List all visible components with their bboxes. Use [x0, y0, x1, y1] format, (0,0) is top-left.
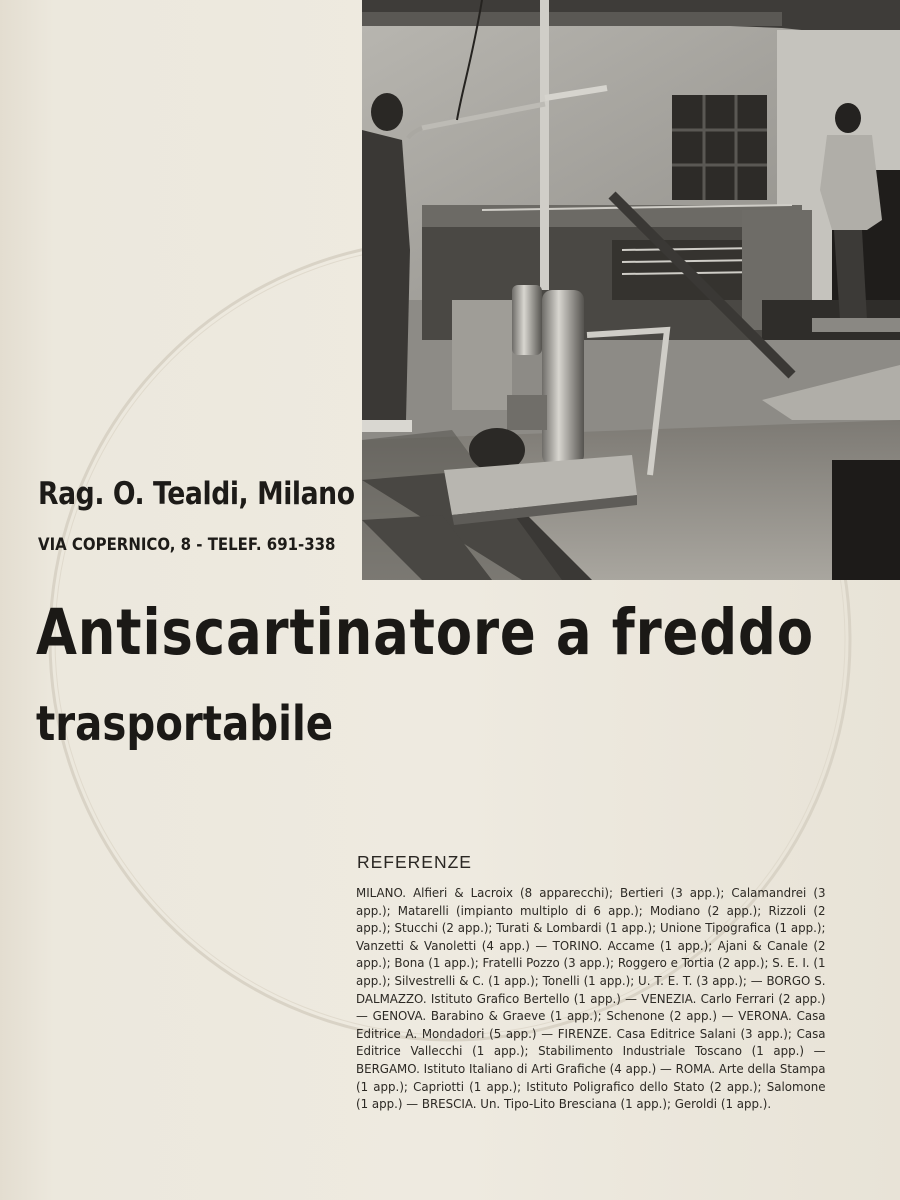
product-headline: Antiscartinatore a freddo — [36, 596, 814, 669]
product-subheadline: trasportabile — [36, 696, 334, 752]
company-name: Rag. O. Tealdi, Milano — [38, 476, 355, 512]
machine-photo — [362, 0, 900, 580]
company-address: VIA COPERNICO, 8 - TELEF. 691-338 — [38, 535, 336, 555]
references-text: MILANO. Alfieri & Lacroix (8 apparecchi); Bertieri (3 app.); Calamandrei (3 app.); Matarelli (impianto multiplo di 6 app.); Modiano (2 app.); Rizzoli (2 app.); Stucchi (2 app.); Turati & Lombardi (1 app.); Unione Tipografica (1 app.); Vanzetti & Vanoletti (4 app.) — TORINO. Accame (1 app.); Ajani & Canale (2 app.); Bona (1 app.); Fratelli Pozzo (3 app.); Roggero e Tortia (2 app.); S. E. I. (1 app.); Silvestrelli & C. (1 app.); Tonelli (1 app.); U. T. E. T. (3 app.); — BORGO S. DALMAZZO. Istituto Grafico Bertello (1 app.) — VENEZIA. Carlo Ferrari (2 app.) — GENOVA. Barabino & Graeve (1 app.); Schenone (2 app.) — VERONA. Casa Editrice A. Mondadori (5 app.) — FIRENZE. Casa Editrice Salani (3 app.); Casa Editrice Vallecchi (1 app.); Stabilimento Industriale Toscano (1 app.) — BERGAMO. Istituto Italiano di Arti Grafiche (4 app.) — ROMA. Arte della Stampa (1 app.); Capriotti (1 app.); Istituto Poligrafico dello Stato (2 app.); Salomone (1 app.) — BRESCIA. Un. Tipo-Lito Bresciana (1 app.); Geroldi (1 app.). — [356, 886, 826, 1112]
references-title: REFERENZE — [357, 852, 472, 872]
